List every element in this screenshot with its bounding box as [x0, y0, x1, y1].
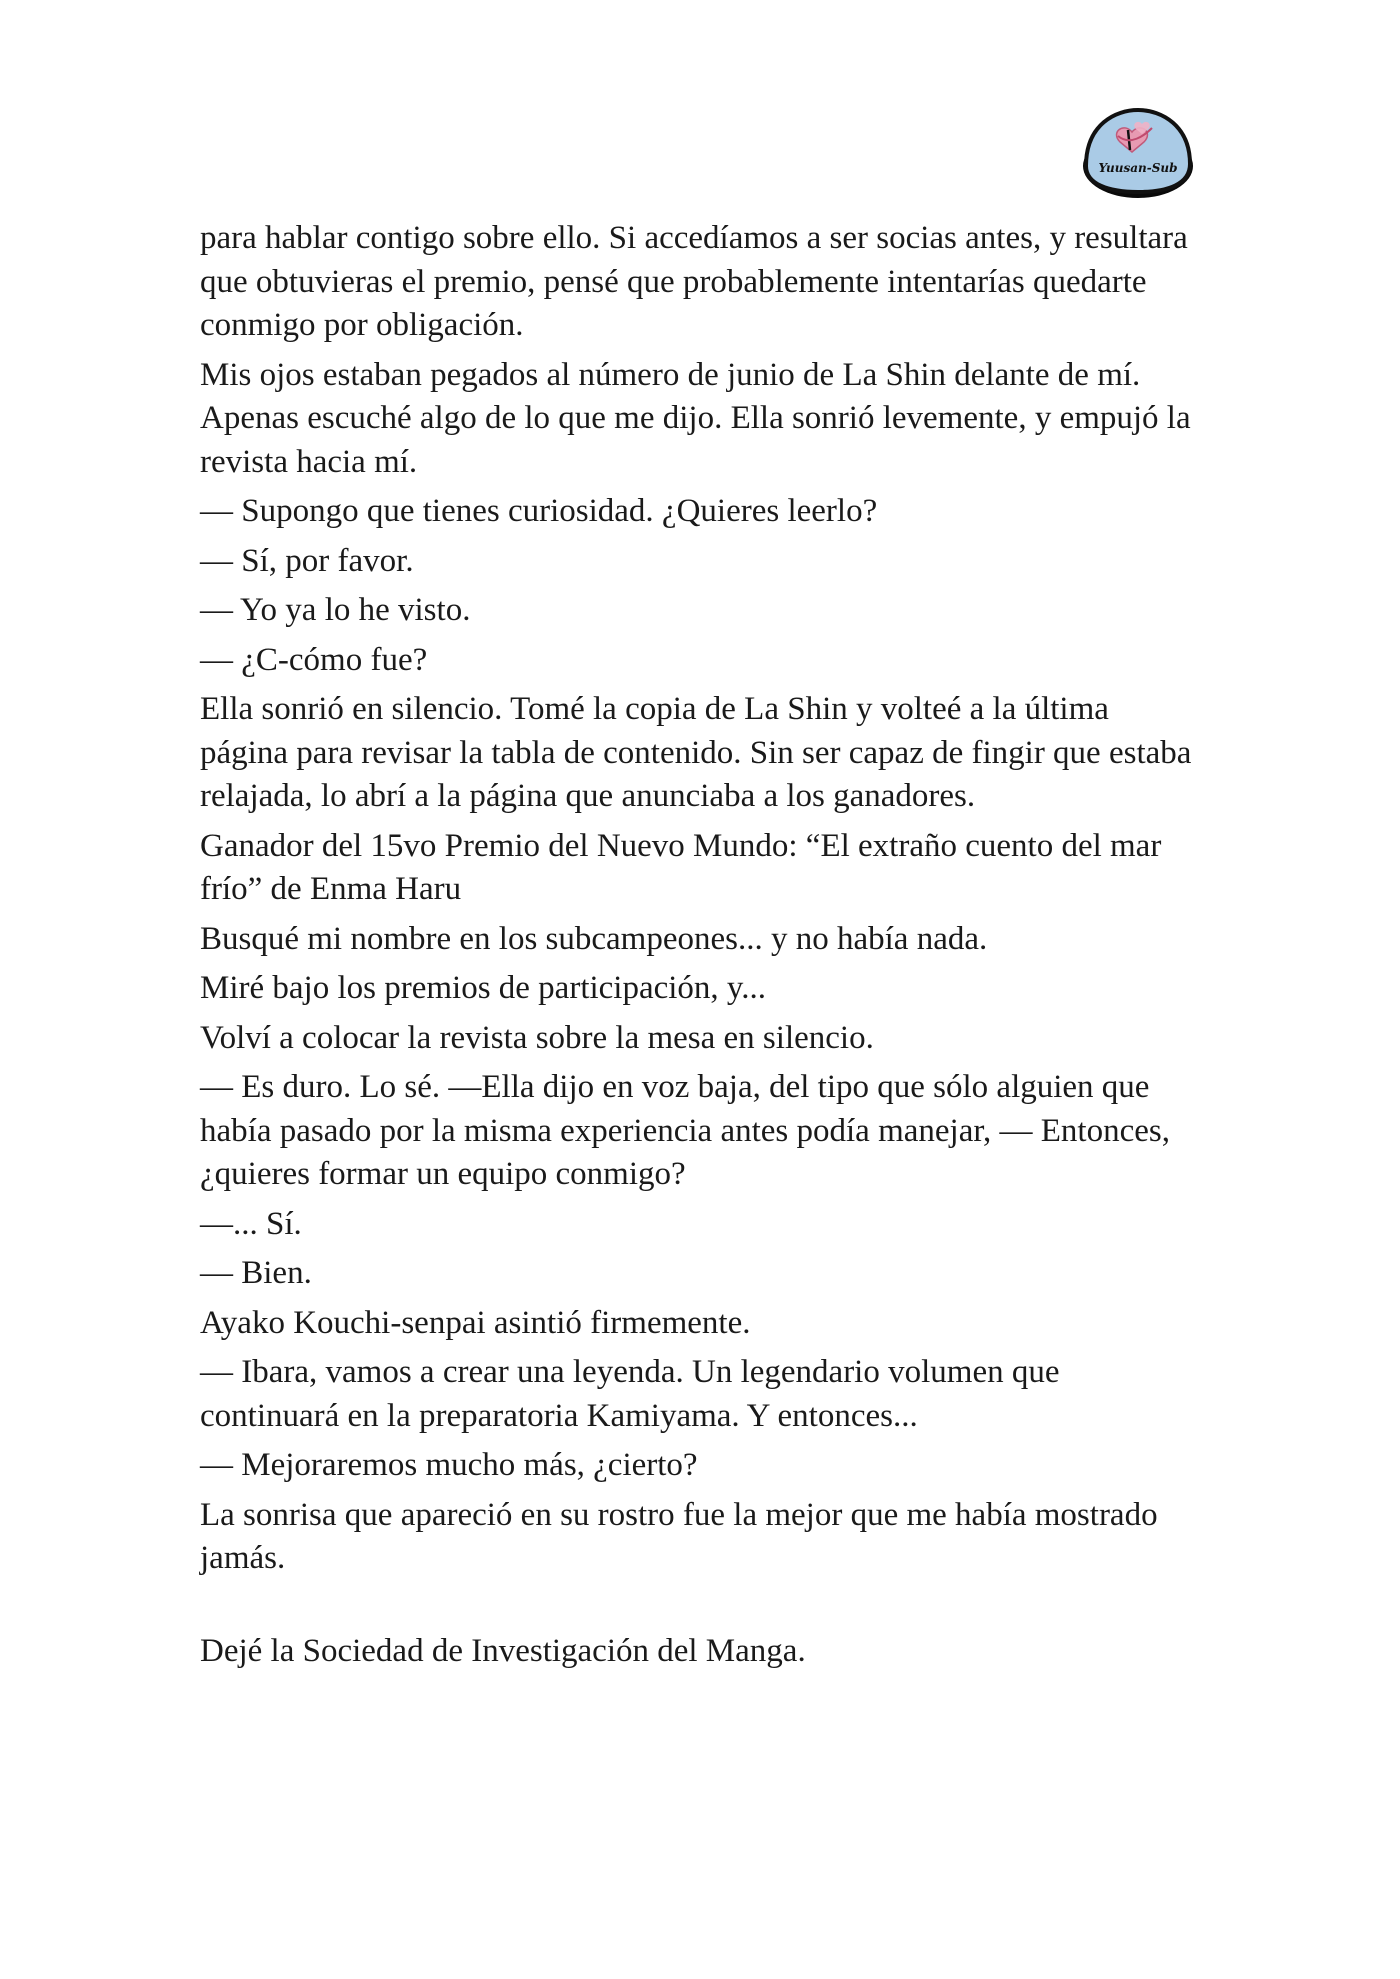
logo-text: Yuusan-Sub [1098, 161, 1178, 175]
paragraph: Mis ojos estaban pegados al número de junio de La Shin delante de mí. Apenas escuché algo de lo que me dijo. Ella sonrió levemente, y empujó la revista hacia mí. [200, 356, 1191, 480]
dialogue-line: — Bien. [200, 1255, 312, 1291]
dialogue-line: — Sí, por favor. [200, 542, 414, 579]
closing-line: Dejé la Sociedad de Investigación del Manga. [200, 1632, 806, 1669]
dialogue-line: — Supongo que tienes curiosidad. ¿Quieres leerlo? [200, 493, 878, 529]
paragraph: Busqué mi nombre en los subcampeones... y no había nada. [200, 920, 988, 957]
dialogue-line: — Yo ya lo he visto. [200, 592, 471, 628]
dialogue-line: —... Sí. [200, 1205, 302, 1242]
paragraph: La sonrisa que apareció en su rostro fue la mejor que me había mostrado jamás. [200, 1496, 1158, 1576]
paragraph: Ayako Kouchi-senpai asintió firmemente. [200, 1304, 751, 1341]
paragraph: Volví a colocar la revista sobre la mesa en silencio. [200, 1019, 874, 1056]
dialogue-line: — Mejoraremos mucho más, ¿cierto? [200, 1447, 698, 1483]
dialogue-line: — Es duro. Lo sé. —Ella dijo en voz baja, del tipo que sólo alguien que había pasado por la misma experiencia antes podía manejar, — Entonces, ¿quieres formar un equipo conmigo? [200, 1069, 1170, 1192]
paragraph: Ella sonrió en silencio. Tomé la copia de La Shin y volteé a la última página para revisar la tabla de contenido. Sin ser capaz de fingir que estaba relajada, lo abrí a la página que anunciaba a los ganadores. [200, 691, 1192, 814]
paragraph: Ganador del 15vo Premio del Nuevo Mundo: “El extraño cuento del mar frío” de Enma Haru [200, 827, 1162, 907]
dialogue-line: — ¿C-cómo fue? [200, 641, 428, 678]
paragraph: Miré bajo los premios de participación, y... [200, 970, 767, 1006]
text-body [200, 217, 1200, 1679]
paragraph: para hablar contigo sobre ello. Si accedíamos a ser socias antes, y resultara que obtuvieras el premio, pensé que probablemente intentarías quedarte conmigo por obligación. [200, 220, 1188, 343]
yuusan-sub-logo [1080, 106, 1196, 200]
dialogue-line: — Ibara, vamos a crear una leyenda. Un legendario volumen que continuará en la preparatoria Kamiyama. Y entonces... [200, 1354, 1060, 1434]
